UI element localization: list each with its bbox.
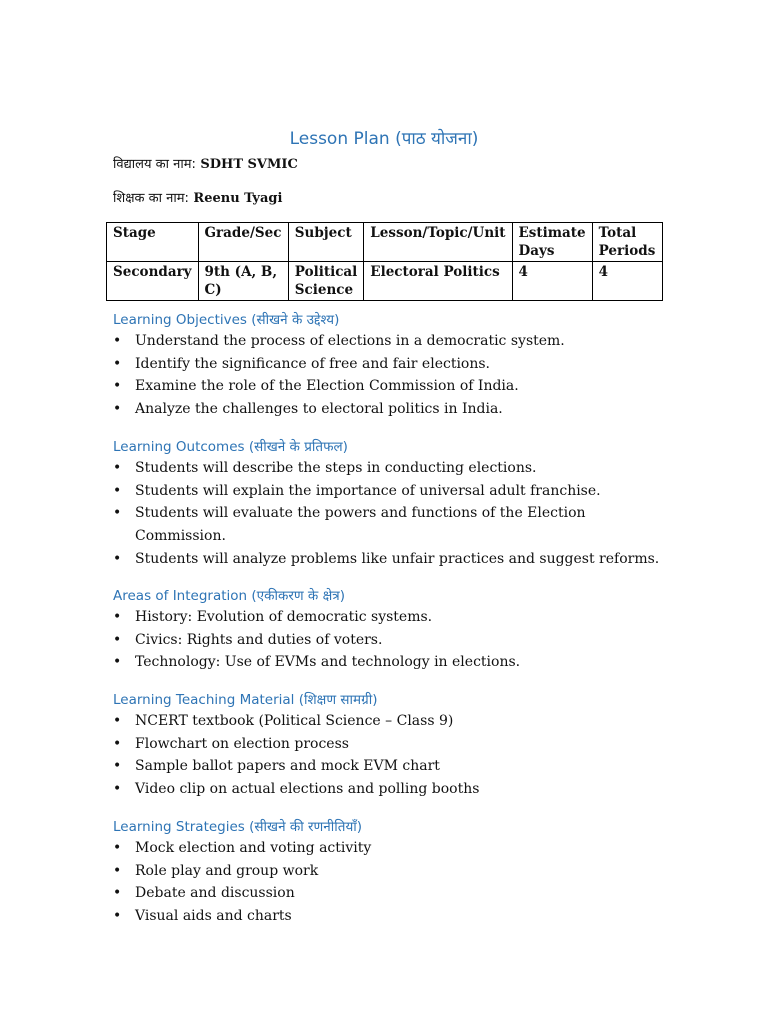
table-header-cell: Stage — [107, 223, 199, 262]
section-teaching-material — [113, 690, 673, 801]
list-item-text: Sample ballot papers and mock EVM chart — [135, 758, 440, 775]
list-item — [113, 330, 673, 353]
list-item-text: Identify the significance of free and fair elections. — [135, 355, 491, 372]
table-cell: Political Science — [288, 262, 364, 301]
bullet-icon: • — [113, 758, 122, 775]
list-item-text: Students will explain the importance of universal adult franchise. — [135, 482, 601, 499]
list-item-text: History: Evolution of democratic systems. — [135, 609, 433, 625]
bullet-icon: • — [113, 781, 122, 798]
list-item-text: Flowchart on election process — [135, 735, 349, 752]
school-name-value: SDHT SVMIC — [200, 157, 298, 172]
bullet-icon: • — [113, 885, 122, 902]
bullet-icon: • — [113, 840, 122, 856]
list-item — [113, 502, 673, 547]
bullet-list — [113, 457, 673, 571]
bullet-icon: • — [113, 550, 122, 567]
list-item-text: Examine the role of the Election Commission of India. — [135, 378, 519, 395]
list-item-text: Mock election and voting activity — [135, 840, 372, 856]
lesson-info-table — [106, 222, 663, 301]
bullet-icon: • — [113, 333, 122, 349]
list-item — [113, 398, 673, 421]
list-item — [113, 882, 673, 905]
section-learning-objectives — [113, 310, 673, 421]
list-item-text: Students will analyze problems like unfair practices and suggest reforms. — [135, 550, 660, 567]
bullet-list — [113, 710, 673, 801]
list-item — [113, 629, 673, 652]
bullet-icon: • — [113, 355, 122, 372]
section-heading: Learning Teaching Material (शिक्षण सामग्री) — [113, 692, 378, 708]
bullet-icon: • — [113, 713, 122, 729]
bullet-icon: • — [113, 609, 122, 625]
bullet-icon: • — [113, 654, 122, 671]
bullet-icon: • — [113, 482, 122, 499]
table-cell: 4 — [512, 262, 592, 301]
bullet-icon: • — [113, 735, 122, 752]
bullet-icon: • — [113, 378, 122, 395]
list-item — [113, 480, 673, 503]
table-header-cell: Lesson/Topic/Unit — [364, 223, 512, 262]
list-item — [113, 778, 673, 801]
list-item — [113, 837, 673, 860]
list-item-text: Role play and group work — [135, 862, 319, 879]
table-cell: 4 — [592, 262, 662, 301]
teacher-name-line — [113, 188, 282, 206]
list-item — [113, 733, 673, 756]
section-heading: Learning Outcomes (सीखने के प्रतिफल) — [113, 439, 348, 455]
bullet-list — [113, 837, 673, 928]
school-name-line — [113, 154, 298, 172]
list-item-text: Technology: Use of EVMs and technology in elections. — [135, 654, 521, 671]
list-item-text: Video clip on actual elections and polling booths — [135, 781, 480, 798]
list-item — [113, 860, 673, 883]
list-item-text: Understand the process of elections in a democratic system. — [135, 333, 565, 349]
table-header-cell: Estimate Days — [512, 223, 592, 262]
table-cell: Electoral Politics — [364, 262, 512, 301]
bullet-icon: • — [113, 908, 122, 925]
list-item — [113, 651, 673, 674]
list-item-text: Civics: Rights and duties of voters. — [135, 631, 383, 648]
list-item-text: Debate and discussion — [135, 885, 295, 902]
bullet-icon: • — [113, 862, 122, 879]
section-heading: Learning Objectives (सीखने के उद्देश्य) — [113, 312, 340, 328]
bullet-icon: • — [113, 460, 122, 476]
list-item — [113, 548, 673, 571]
school-name-label: विद्यालय का नाम: — [113, 157, 196, 172]
list-item — [113, 353, 673, 376]
list-item-text: Visual aids and charts — [135, 908, 292, 925]
table-header-cell: Subject — [288, 223, 364, 262]
teacher-name-value: Reenu Tyagi — [193, 191, 283, 206]
bullet-list — [113, 606, 673, 674]
list-item — [113, 606, 673, 629]
list-item — [113, 710, 673, 733]
bullet-icon: • — [113, 631, 122, 648]
list-item — [113, 457, 673, 480]
list-item-text: NCERT textbook (Political Science – Class 9) — [135, 713, 454, 729]
list-item — [113, 755, 673, 778]
list-item — [113, 905, 673, 928]
section-learning-strategies — [113, 817, 673, 928]
bullet-list — [113, 330, 673, 421]
table-cell: 9th (A, B, C) — [198, 262, 288, 301]
section-areas-of-integration — [113, 586, 673, 674]
section-heading: Areas of Integration (एकीकरण के क्षेत्र) — [113, 588, 345, 604]
list-item-text: Students will evaluate the powers and functions of the Election Commission. — [135, 505, 586, 545]
section-heading: Learning Strategies (सीखने की रणनीतियाँ) — [113, 819, 363, 835]
table-row — [107, 262, 663, 301]
teacher-name-label: शिक्षक का नाम: — [113, 191, 189, 206]
section-learning-outcomes — [113, 437, 673, 571]
list-item-text: Analyze the challenges to electoral politics in India. — [135, 401, 503, 418]
table-header-cell: Total Periods — [592, 223, 662, 262]
list-item — [113, 375, 673, 398]
table-header-cell: Grade/Sec — [198, 223, 288, 262]
bullet-icon: • — [113, 505, 122, 522]
table-cell: Secondary — [107, 262, 199, 301]
list-item-text: Students will describe the steps in conducting elections. — [135, 460, 537, 476]
table-header-row — [107, 223, 663, 262]
page-title: Lesson Plan (पाठ योजना) — [289, 129, 479, 149]
bullet-icon: • — [113, 401, 122, 418]
